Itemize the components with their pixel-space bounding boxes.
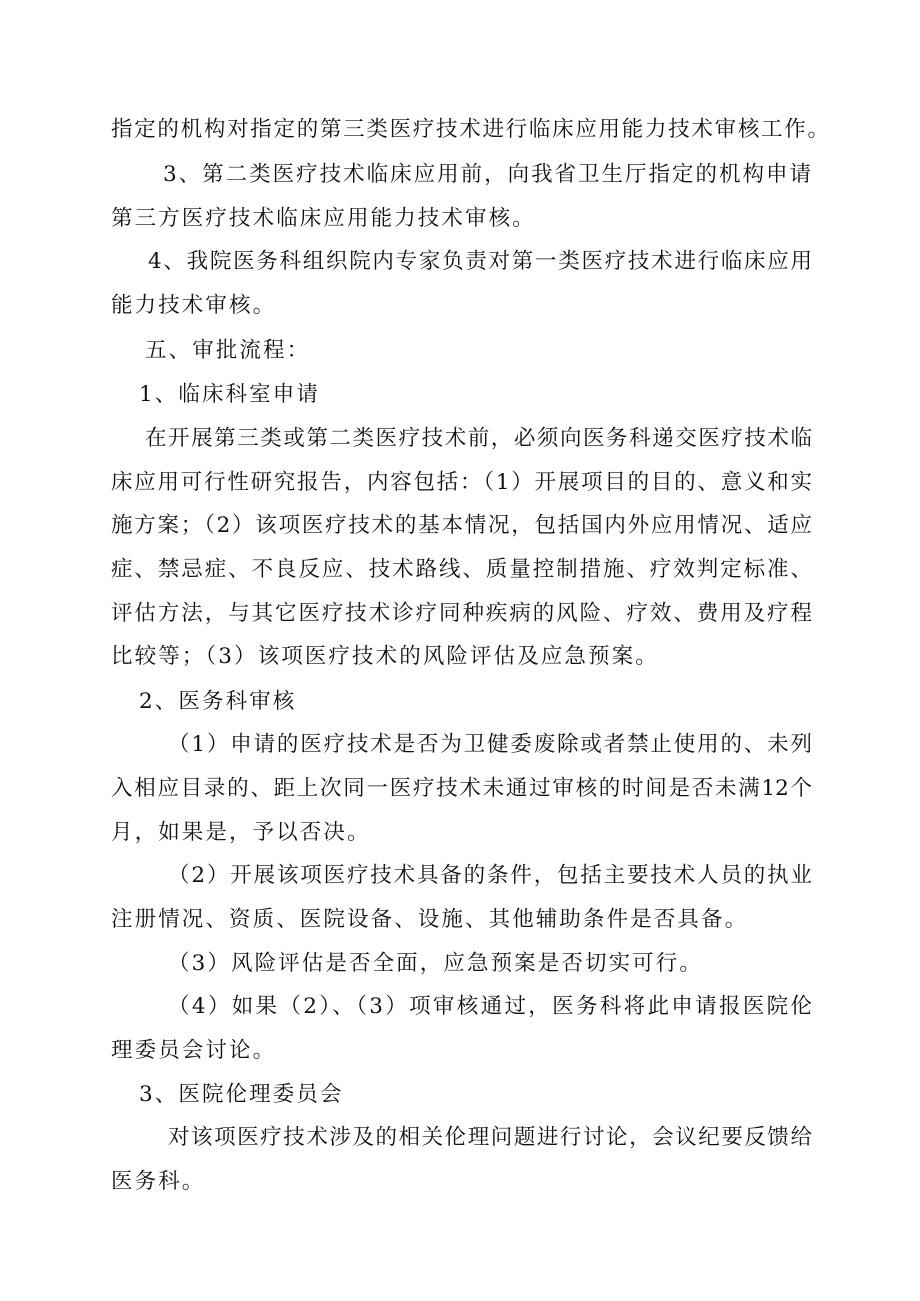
line-text: 评估方法，与其它医疗技术诊疗同种疾病的风险、疗效、费用及疗程 xyxy=(111,601,812,626)
line-text: （4）如果（2）、（3）项审核通过，医务科将此申请报医院伦 xyxy=(168,994,812,1019)
text-line xyxy=(148,247,920,277)
text-line xyxy=(168,992,920,1022)
line-text: 在开展第三类或第二类医疗技术前，必须向医务科递交医疗技术临 xyxy=(145,426,812,451)
text-line xyxy=(145,424,920,454)
line-text: 4、我院医务科组织院内专家负责对第一类医疗技术进行临床应用 xyxy=(148,249,812,274)
text-line xyxy=(168,1123,920,1153)
text-line xyxy=(111,511,920,541)
text-line xyxy=(111,115,920,145)
text-line xyxy=(111,468,920,498)
text-line xyxy=(111,555,920,585)
line-text: 对该项医疗技术涉及的相关伦理问题进行讨论，会议纪要反馈给 xyxy=(168,1125,812,1150)
line-text: （1）申请的医疗技术是否为卫健委废除或者禁止使用的、未列 xyxy=(168,732,812,757)
line-text: 指定的机构对指定的第三类医疗技术进行临床应用能力技术审核工作。 xyxy=(111,117,829,142)
text-line xyxy=(111,774,920,804)
section-heading: 五、审批流程： xyxy=(145,338,311,363)
text-line: 能力技术审核。 xyxy=(111,293,277,318)
line-text: 床应用可行性研究报告，内容包括：（1）开展项目的目的、意义和实 xyxy=(111,470,812,495)
text-line xyxy=(168,861,920,891)
text-line xyxy=(168,730,920,760)
text-line: 比较等；（3）该项医疗技术的风险评估及应急预案。 xyxy=(111,644,659,669)
text-line: （3）风险评估是否全面，应急预案是否切实可行。 xyxy=(168,951,703,976)
line-text: （2）开展该项医疗技术具备的条件，包括主要技术人员的执业 xyxy=(168,863,812,888)
text-line: 注册情况、资质、医院设备、设施、其他辅助条件是否具备。 xyxy=(111,907,749,932)
text-line: 第三方医疗技术临床应用能力技术审核。 xyxy=(111,206,536,231)
line-text: 3、第二类医疗技术临床应用前，向我省卫生厅指定的机构申请 xyxy=(163,162,811,187)
text-line: 理委员会讨论。 xyxy=(111,1038,277,1063)
text-line xyxy=(111,599,920,629)
sub-heading: 1、临床科室申请 xyxy=(139,382,320,407)
line-text: 入相应目录的、距上次同一医疗技术未通过审核的时间是否未满12个 xyxy=(111,776,812,801)
text-line: 月，如果是，予以否决。 xyxy=(111,820,371,845)
text-line xyxy=(163,160,920,190)
line-text: 症、禁忌症、不良反应、技术路线、质量控制措施、疗效判定标准、 xyxy=(111,557,812,582)
line-text: 施方案；（2）该项医疗技术的基本情况，包括国内外应用情况、适应 xyxy=(111,513,812,538)
sub-heading: 3、医院伦理委员会 xyxy=(139,1082,344,1107)
text-line: 医务科。 xyxy=(111,1169,206,1194)
sub-heading: 2、医务科审核 xyxy=(139,689,297,714)
